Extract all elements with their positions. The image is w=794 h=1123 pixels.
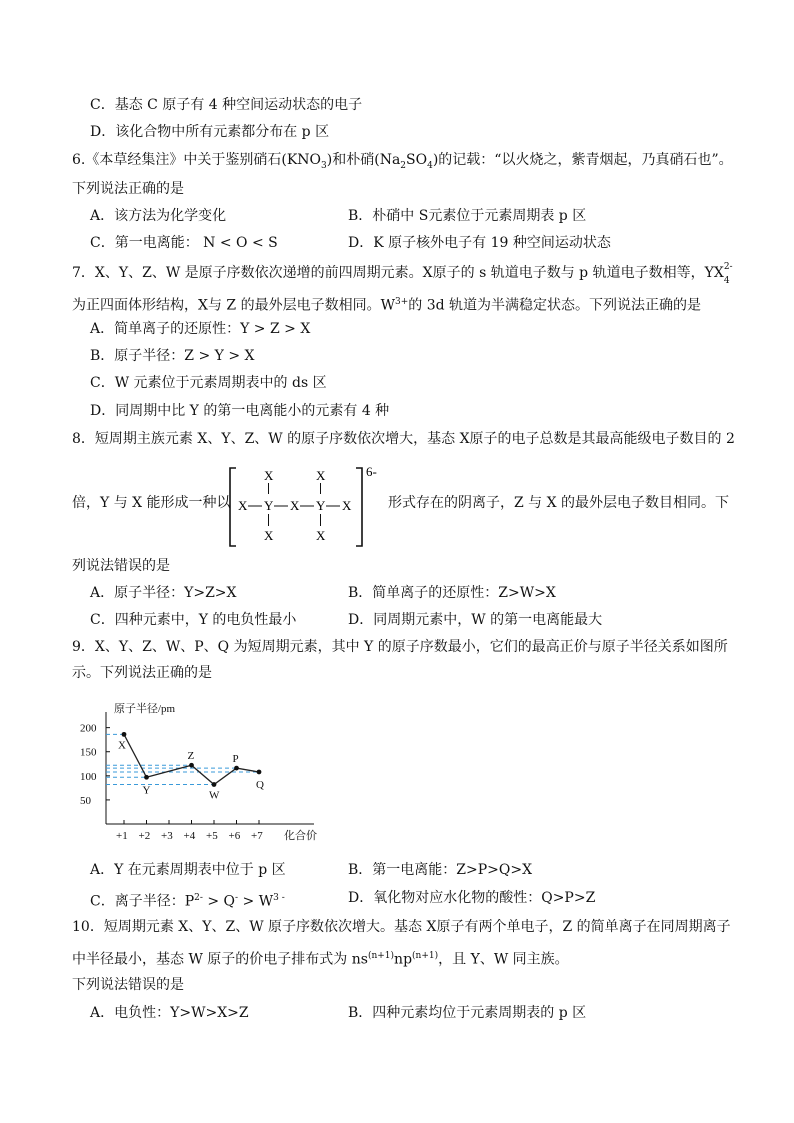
q9-option-c: C．离子半径：$P^{2-} > Q^- > W^{3 -}$ bbox=[90, 893, 285, 910]
q8-stem: 8．短周期主族元素 X、Y、Z、W 的原子序数依次增大，基态 X原子的电子总数是其最高能级电子数目的 2 bbox=[72, 431, 735, 447]
chart-x-tick-label: +2 bbox=[138, 830, 151, 842]
radius-valence-chart bbox=[78, 700, 328, 846]
q9-option-b: B．第一电离能：Z>P>Q>X bbox=[348, 862, 533, 878]
chart-point-label-z: Z bbox=[187, 750, 195, 763]
q9-stem: 9．X、Y、Z、W、P、Q 为短周期元素，其中 Y 的原子序数最小，它们的最高正价与原子半径关系如图所 bbox=[72, 639, 728, 655]
atom-x: X bbox=[238, 498, 248, 513]
q8-stem-2: 倍，Y 与 X 能形成一种以 bbox=[72, 495, 231, 511]
q8-option-c: C．四种元素中，Y 的电负性最小 bbox=[90, 612, 297, 628]
atom-x: X bbox=[316, 528, 326, 543]
chart-point-w bbox=[212, 782, 217, 787]
q7-stem: 7．X、Y、Z、W 是原子序数依次递增的前四周期元素。X原子的 s 轨道电子数与 p 轨道电子数相等，YX 2- 4 bbox=[72, 262, 733, 286]
chart-y-tick-label: 100 bbox=[80, 770, 97, 783]
q6-option-a: A．该方法为化学变化 bbox=[90, 208, 227, 224]
q8-option-a: A．原子半径：Y>Z>X bbox=[90, 585, 237, 601]
q5-option-c: C．基态 C 原子有 4 种空间运动状态的电子 bbox=[90, 97, 363, 113]
q7-option-d: D．同周期中比 Y 的第一电离能小的元素有 4 种 bbox=[90, 403, 390, 419]
anion-charge: 6- bbox=[366, 466, 377, 479]
q7-stem-2: 为正四面体形结构，X与 Z 的最外层电子数相同。$W^{3+}$的 3d 轨道为半满稳定状态。下列说法正确的是 bbox=[72, 297, 702, 314]
q9-option-d: D．氧化物对应水化物的酸性：Q>P>Z bbox=[348, 890, 596, 906]
q9-stem-2: 示。下列说法正确的是 bbox=[72, 665, 212, 681]
chart-point-label-q: Q bbox=[256, 778, 264, 791]
atom-x: X bbox=[342, 498, 352, 513]
q10-stem-2: 中半径最小，基态 W 原子的价电子排布式为 $ns^{(n+1)}np^{(n+1)}$，且 Y、W 同主族。 bbox=[72, 951, 569, 968]
anion-structure bbox=[228, 466, 378, 548]
atom-y: Y bbox=[264, 498, 274, 513]
q6-stem: 6.《本草经集注》中关于鉴别硝石$(KNO_3)$和朴硝$(Na_2SO_4)$的记载：“以火烧之，紫青烟起，乃真硝石也”。 bbox=[72, 152, 733, 171]
q6-option-b: B．朴硝中 S元素位于元素周期表 p 区 bbox=[348, 208, 587, 224]
q6-option-c: C．第一电离能： N < O < S bbox=[90, 235, 278, 251]
q10-stem-3: 下列说法错误的是 bbox=[72, 977, 184, 993]
chart-x-tick-label: +3 bbox=[161, 830, 173, 842]
chart-ylabel: 原子半径/pm bbox=[114, 703, 176, 715]
atom-x: X bbox=[290, 498, 300, 513]
chart-y-tick-label: 200 bbox=[80, 722, 97, 735]
atom-x: X bbox=[264, 468, 274, 483]
q7-option-a: A．简单离子的还原性：Y > Z > X bbox=[90, 321, 311, 337]
chart-point-y bbox=[144, 775, 149, 780]
chart-point-label-p: P bbox=[232, 753, 239, 766]
q8-option-d: D．同周期元素中，W 的第一电离能最大 bbox=[348, 612, 603, 628]
chart-point-x bbox=[122, 732, 127, 737]
q8-stem-4: 列说法错误的是 bbox=[72, 558, 170, 574]
chart-point-label-x: X bbox=[118, 739, 126, 752]
chart-y-tick-label: 150 bbox=[80, 746, 97, 759]
chart-x-tick-label: +7 bbox=[251, 830, 263, 842]
chart-x-tick-label: +6 bbox=[228, 830, 241, 842]
atom-y: Y bbox=[316, 498, 326, 513]
q10-stem: 10．短周期元素 X、Y、Z、W 原子序数依次增大。基态 X原子有两个单电子，Z 的简单离子在同周期离子 bbox=[72, 919, 731, 935]
q7-option-b: B．原子半径：Z > Y > X bbox=[90, 348, 255, 364]
q5-option-d: D．该化合物中所有元素都分布在 p 区 bbox=[90, 124, 330, 140]
q9-option-a: A．Y 在元素周期表中位于 p 区 bbox=[90, 862, 286, 878]
chart-point-label-y: Y bbox=[142, 784, 151, 797]
chart-point-z bbox=[189, 763, 194, 768]
chart-point-p bbox=[234, 766, 239, 771]
q10-option-a: A．电负性：Y>W>X>Z bbox=[90, 1005, 249, 1021]
chart-y-tick-label: 50 bbox=[80, 794, 91, 807]
chart-point-label-w: W bbox=[209, 789, 220, 802]
atom-x: X bbox=[264, 528, 274, 543]
chart-x-tick-label: +1 bbox=[116, 830, 128, 842]
q6-stem-2: 下列说法正确的是 bbox=[72, 181, 184, 197]
q8-option-b: B．简单离子的还原性：Z>W>X bbox=[348, 585, 556, 601]
chart-x-tick-label: +5 bbox=[206, 830, 218, 842]
chart-points bbox=[118, 732, 264, 802]
chart-xlabel: 化合价 bbox=[284, 830, 317, 842]
q10-option-b: B．四种元素均位于元素周期表的 p 区 bbox=[348, 1005, 587, 1021]
atom-x: X bbox=[316, 468, 326, 483]
q6-option-d: D．K 原子核外电子有 19 种空间运动状态 bbox=[348, 235, 611, 251]
q7-option-c: C．W 元素位于元素周期表中的 ds 区 bbox=[90, 375, 327, 391]
q8-stem-3: 形式存在的阴离子，Z 与 X 的最外层电子数目相同。下 bbox=[388, 495, 730, 511]
chart-x-tick-label: +4 bbox=[183, 830, 196, 842]
chart-point-q bbox=[257, 770, 262, 775]
